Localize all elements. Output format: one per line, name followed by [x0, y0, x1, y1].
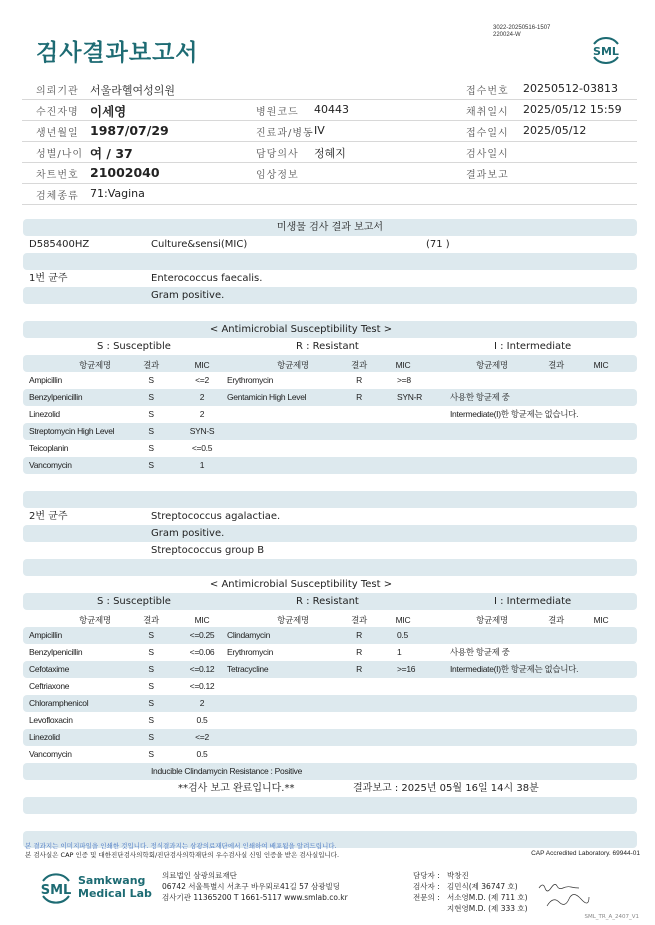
ast-table-row — [23, 695, 637, 712]
divider — [22, 120, 637, 121]
organism-line: Streptococcus agalactiae. — [151, 511, 281, 522]
info-label: 접수일시 — [466, 128, 509, 139]
staff-name: 지현영M.D. (제 333 호) — [447, 904, 528, 913]
page-title: 검사결과보고서 — [36, 40, 199, 66]
staff-role — [413, 903, 447, 914]
staff-role: 검사자 : — [413, 882, 440, 891]
result-susceptible: S — [148, 749, 154, 759]
mic-value: <=0.12 — [189, 664, 215, 674]
info-label: 수진자명 — [36, 107, 79, 118]
staff-name: 김민식(제 36747 호) — [447, 882, 518, 891]
result-susceptible: S — [148, 443, 154, 453]
lab-contact: 검사기관 11365200 T 1661-5117 www.smlab.co.kr — [162, 893, 348, 902]
ast-table-row — [23, 457, 637, 474]
svg-text:SML: SML — [40, 883, 72, 898]
drug-name: Benzylpenicillin — [29, 647, 83, 657]
result-resistant: R — [356, 375, 362, 385]
lab-org: 의료법인 삼광의료재단 — [162, 871, 237, 880]
report-time: 결과보고 : 2025년 05월 16일 14시 38분 — [353, 783, 539, 794]
ast-table-row — [23, 644, 637, 661]
note-row — [23, 763, 637, 780]
ast-table-row — [23, 372, 637, 389]
ast-note: Inducible Clindamycin Resistance : Positive — [151, 766, 303, 776]
drug-name: Chloramphenicol — [29, 698, 89, 708]
drug-name: Erythromycin — [227, 375, 273, 385]
ast-title: < Antimicrobial Susceptibility Test > — [209, 579, 393, 590]
info-label: 병원코드 — [256, 107, 299, 118]
isolate-label: 1번 균주 — [29, 273, 68, 284]
drug-name: Erythromycin — [227, 647, 273, 657]
ast-table-row — [23, 729, 637, 746]
empty-row — [23, 304, 637, 321]
divider — [22, 162, 637, 163]
empty-row — [23, 559, 637, 576]
intermediate-note: 사용한 항균제 중 — [450, 392, 510, 402]
result-susceptible: S — [148, 392, 154, 402]
info-label: 결과보고 — [466, 170, 509, 181]
result-susceptible: S — [148, 409, 154, 419]
info-label: 접수번호 — [466, 86, 509, 97]
organism-line: Enterococcus faecalis. — [151, 273, 263, 284]
drug-name: Ceftriaxone — [29, 681, 70, 691]
samkwang-logo-text — [78, 874, 152, 900]
info-value: 1987/07/29 — [90, 123, 169, 138]
ast-table-row — [23, 678, 637, 695]
organism-line: Streptococcus group B — [151, 545, 265, 556]
intermediate-note: Intermediate(I)한 항균제는 없습니다. — [450, 409, 579, 419]
info-label: 담당의사 — [256, 149, 299, 160]
info-value: 71:Vagina — [90, 187, 145, 200]
sml-logo-icon — [588, 32, 624, 68]
mic-value: >=16 — [397, 664, 416, 674]
drug-name: Linezolid — [29, 409, 60, 419]
result-resistant: R — [356, 664, 362, 674]
column-header-row — [23, 610, 637, 627]
column-header-mic: MIC — [395, 615, 411, 625]
logo-name: Samkwang — [78, 874, 146, 887]
staff-line — [413, 892, 528, 903]
result-susceptible: S — [148, 681, 154, 691]
report-code-line: 220024-W — [493, 32, 521, 38]
mic-value: <=2 — [195, 375, 209, 385]
info-value: 이세영 — [90, 104, 127, 119]
column-header-mic: MIC — [395, 360, 411, 370]
mic-value: SYN-R — [397, 392, 422, 402]
report-code-line: 3022-20250516-1507 — [493, 25, 551, 31]
result-susceptible: S — [148, 732, 154, 742]
divider — [22, 99, 637, 100]
mic-value: >=8 — [397, 375, 411, 385]
ast-title-row — [23, 576, 637, 593]
mic-value: 1 — [199, 460, 205, 470]
mic-value: 0.5 — [397, 630, 408, 640]
result-susceptible: S — [148, 664, 154, 674]
legend-intermediate: I : Intermediate — [494, 596, 572, 607]
mic-value: <=0.5 — [191, 443, 213, 453]
info-label: 성별/나이 — [36, 149, 84, 160]
empty-row — [23, 474, 637, 491]
staff-block — [413, 870, 528, 914]
column-header-drug: 항균제명 — [476, 615, 508, 625]
organism-line: Gram positive. — [151, 290, 225, 301]
cap-notice: 본 검사실은 CAP 인증 및 대한진단검사의학회/진단검사의학재단의 우수검사실 신임 인증을 받은 검사실입니다. — [25, 851, 340, 859]
info-value: 2025/05/12 15:59 — [523, 103, 622, 116]
report-code — [493, 25, 550, 39]
legend-resistant: R : Resistant — [296, 596, 359, 607]
column-header-result: 결과 — [143, 615, 159, 625]
mic-value: <=0.12 — [189, 681, 215, 691]
ast-table-row — [23, 423, 637, 440]
column-header-mic: MIC — [593, 615, 609, 625]
column-header-result: 결과 — [548, 615, 564, 625]
empty-row — [23, 814, 637, 831]
staff-name: 서소영M.D. (제 711 호) — [447, 893, 528, 902]
drug-name: Teicoplanin — [29, 443, 69, 453]
info-label: 진료과/병동 — [256, 128, 314, 139]
logo-name: Medical Lab — [78, 887, 152, 900]
legend-susceptible: S : Susceptible — [97, 341, 171, 352]
test-code: D585400HZ — [29, 239, 90, 250]
info-value: 정혜지 — [314, 147, 346, 160]
drug-name: Gentamicin High Level — [227, 392, 307, 402]
result-resistant: R — [356, 392, 362, 402]
column-header-drug: 항균제명 — [277, 360, 309, 370]
isolate-row — [23, 508, 637, 525]
info-value: 서울라헬여성의원 — [90, 84, 176, 97]
info-label: 검사일시 — [466, 149, 509, 160]
drug-name: Levofloxacin — [29, 715, 73, 725]
info-label: 생년월일 — [36, 128, 79, 139]
empty-row — [23, 253, 637, 270]
mic-value: 2 — [199, 392, 205, 402]
legend-susceptible: S : Susceptible — [97, 596, 171, 607]
signature-icon — [537, 880, 597, 910]
isolate-label: 2번 균주 — [29, 511, 68, 522]
info-label: 채취일시 — [466, 107, 509, 118]
mic-value: 2 — [199, 698, 205, 708]
legend-intermediate: I : Intermediate — [494, 341, 572, 352]
ast-table-row — [23, 440, 637, 457]
isolate-row — [23, 287, 637, 304]
info-label: 검체종류 — [36, 191, 79, 202]
result-susceptible: S — [148, 698, 154, 708]
info-value: 40443 — [314, 103, 349, 116]
mic-value: 0.5 — [196, 749, 208, 759]
section-title: 미생물 검사 결과 보고서 — [276, 222, 384, 233]
drug-name: Ampicillin — [29, 375, 62, 385]
mic-value: 0.5 — [196, 715, 208, 725]
column-header-mic: MIC — [593, 360, 609, 370]
image-print-notice: 본 결과지는 이미지파일을 인쇄한 것입니다. 정식결과지는 삼광의료재단에서 인쇄하여 배포됨을 알려드립니다. — [25, 842, 337, 850]
drug-name: Vancomycin — [29, 460, 72, 470]
mic-value: 1 — [397, 647, 402, 657]
intermediate-note: 사용한 항균제 중 — [450, 647, 510, 657]
mic-value: <=0.06 — [189, 647, 215, 657]
ast-table-row — [23, 746, 637, 763]
info-value: 21002040 — [90, 165, 160, 180]
info-value: 20250512-03813 — [523, 82, 618, 95]
drug-name: Linezolid — [29, 732, 60, 742]
isolate-row — [23, 270, 637, 287]
samkwang-logo-icon — [36, 868, 76, 908]
info-label: 임상정보 — [256, 170, 299, 181]
divider — [22, 141, 637, 142]
drug-name: Ampicillin — [29, 630, 62, 640]
mic-value: 2 — [199, 409, 205, 419]
organism-line: Gram positive. — [151, 528, 225, 539]
ast-title-row — [23, 321, 637, 338]
column-header-drug: 항균제명 — [277, 615, 309, 625]
ast-title: < Antimicrobial Susceptibility Test > — [209, 324, 393, 335]
empty-row — [23, 491, 637, 508]
test-row — [23, 236, 637, 253]
result-susceptible: S — [148, 460, 154, 470]
ast-table-row — [23, 712, 637, 729]
column-header-drug: 항균제명 — [476, 360, 508, 370]
mic-value: <=0.25 — [189, 630, 215, 640]
mic-value: SYN-S — [189, 426, 215, 436]
column-header-result: 결과 — [548, 360, 564, 370]
section-header — [23, 219, 637, 236]
ast-table-row — [23, 661, 637, 678]
result-susceptible: S — [148, 647, 154, 657]
result-resistant: R — [356, 647, 362, 657]
ast-table-row — [23, 406, 637, 423]
drug-name: Cefotaxime — [29, 664, 69, 674]
result-resistant: R — [356, 630, 362, 640]
column-header-drug: 항균제명 — [79, 615, 111, 625]
drug-name: Vancomycin — [29, 749, 72, 759]
ast-table-row — [23, 389, 637, 406]
info-label: 차트번호 — [36, 170, 79, 181]
drug-name: Clindamycin — [227, 630, 270, 640]
divider — [22, 204, 637, 205]
column-header-result: 결과 — [351, 360, 367, 370]
result-susceptible: S — [148, 375, 154, 385]
empty-row — [23, 797, 637, 814]
drug-name: Streptomycin High Level — [29, 426, 115, 436]
drug-name: Tetracycline — [227, 664, 269, 674]
isolate-row — [23, 542, 637, 559]
legend-resistant: R : Resistant — [296, 341, 359, 352]
test-name: Culture&sensi(MIC) — [151, 239, 248, 250]
drug-name: Benzylpenicillin — [29, 392, 83, 402]
completion-row — [23, 780, 637, 797]
info-label: 의뢰기관 — [36, 86, 79, 97]
info-value: 2025/05/12 — [523, 124, 587, 137]
mic-value: <=2 — [195, 732, 209, 742]
staff-role: 전문의 : — [413, 893, 440, 902]
staff-line — [413, 870, 528, 881]
result-susceptible: S — [148, 715, 154, 725]
column-header-result: 결과 — [351, 615, 367, 625]
form-version: SML_TR_A_2407_V1 — [584, 914, 639, 920]
result-susceptible: S — [148, 630, 154, 640]
column-header-result: 결과 — [143, 360, 159, 370]
completion-message: **검사 보고 완료입니다.** — [178, 783, 295, 794]
staff-line — [413, 881, 528, 892]
legend-row — [23, 593, 637, 610]
info-value: IV — [314, 124, 325, 137]
result-susceptible: S — [148, 426, 154, 436]
staff-role: 담당자 : — [413, 871, 440, 880]
column-header-mic: MIC — [194, 360, 210, 370]
legend-row — [23, 338, 637, 355]
column-header-row — [23, 355, 637, 372]
intermediate-note: Intermediate(I)한 항균제는 없습니다. — [450, 664, 579, 674]
info-value: 여 / 37 — [90, 146, 133, 161]
divider — [22, 183, 637, 184]
svg-text:SML: SML — [593, 45, 619, 58]
ast-table-row — [23, 627, 637, 644]
cap-number: CAP Accredited Laboratory. 69944-01 — [531, 850, 640, 857]
staff-line — [413, 903, 528, 914]
column-header-mic: MIC — [194, 615, 210, 625]
lab-address: 06742 서울특별시 서초구 바우뫼로41길 57 삼광빌딩 — [162, 882, 341, 891]
column-header-drug: 항균제명 — [79, 360, 111, 370]
lab-address-block — [162, 870, 348, 903]
isolate-row — [23, 525, 637, 542]
specimen-code: (71 ) — [426, 239, 450, 250]
staff-name: 박창진 — [447, 871, 469, 880]
